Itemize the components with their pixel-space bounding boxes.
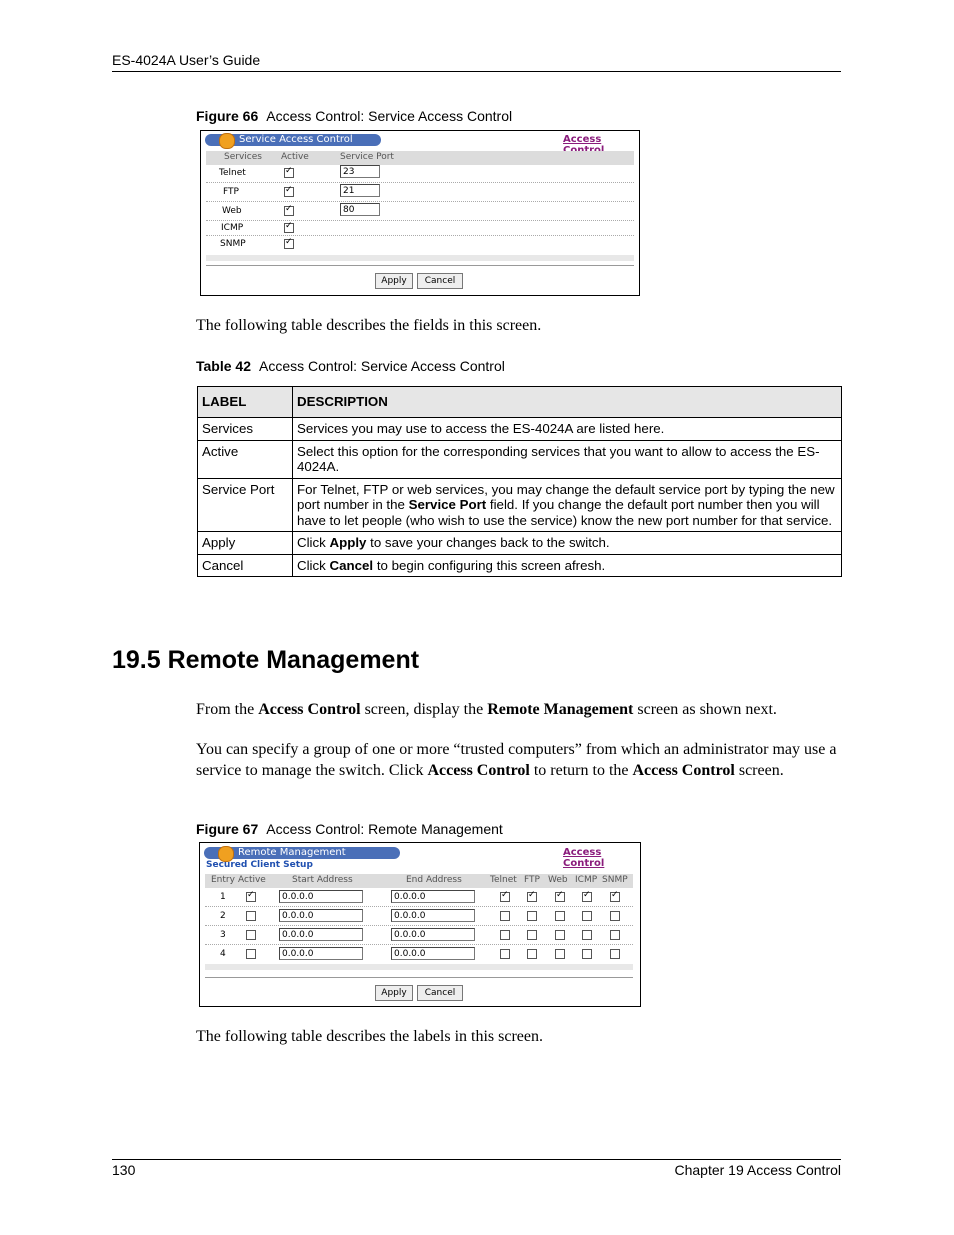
row-description bbox=[293, 532, 842, 555]
snmp-checkbox[interactable] bbox=[610, 892, 620, 902]
ftp-checkbox[interactable] bbox=[527, 911, 537, 921]
row-description bbox=[293, 554, 842, 577]
col-services: Services bbox=[224, 152, 262, 162]
telnet-checkbox[interactable] bbox=[500, 930, 510, 940]
row-divider bbox=[206, 235, 634, 236]
table-row bbox=[198, 440, 842, 478]
row-divider bbox=[206, 182, 634, 183]
figure-67-caption bbox=[196, 821, 503, 837]
text-run: You can specify a group of one or more “trusted computers” from which an administrator may use a service to manage the switch. Click bbox=[196, 741, 837, 779]
active-checkbox[interactable] bbox=[246, 892, 256, 902]
active-checkbox-web[interactable] bbox=[284, 206, 294, 216]
row-label: Apply bbox=[198, 532, 293, 555]
text-run: For Telnet, FTP or web services, you may change the default service port by typing the new port number in the bbox=[297, 481, 835, 512]
table-42 bbox=[197, 386, 842, 577]
entry-number: 1 bbox=[220, 892, 226, 902]
col-service-port: Service Port bbox=[340, 152, 394, 162]
figure-66-label: Figure 66 bbox=[196, 108, 259, 124]
text-run: screen, display the bbox=[360, 701, 488, 718]
figure-67-label: Figure 67 bbox=[196, 821, 259, 837]
start-address-input[interactable]: 0.0.0.0 bbox=[279, 947, 363, 960]
bold-term: Access Control bbox=[632, 761, 735, 779]
col-entry: Entry bbox=[211, 875, 235, 885]
service-access-control-screenshot bbox=[200, 130, 640, 296]
text-run: to save your changes back to the switch. bbox=[366, 535, 610, 550]
apply-button[interactable]: Apply bbox=[375, 273, 413, 289]
cancel-button[interactable]: Cancel bbox=[417, 985, 463, 1001]
text-run: to begin configuring this screen afresh. bbox=[373, 557, 606, 573]
snmp-checkbox[interactable] bbox=[610, 930, 620, 940]
bold-term: Cancel bbox=[329, 557, 374, 573]
bold-term: Service Port bbox=[408, 497, 487, 512]
end-address-input[interactable]: 0.0.0.0 bbox=[391, 947, 475, 960]
telnet-checkbox[interactable] bbox=[500, 892, 510, 902]
chapter-title: Chapter 19 Access Control bbox=[674, 1162, 841, 1178]
active-checkbox[interactable] bbox=[246, 930, 256, 940]
footer-rule bbox=[112, 1159, 841, 1160]
text-run: From the bbox=[196, 701, 259, 718]
col-label: LABEL bbox=[198, 387, 293, 418]
separator bbox=[205, 977, 633, 978]
table-42-label: Table 42 bbox=[196, 358, 251, 374]
entry-number: 3 bbox=[220, 930, 226, 940]
running-header: ES-4024A User’s Guide bbox=[112, 52, 261, 68]
telnet-checkbox[interactable] bbox=[500, 911, 510, 921]
row-divider bbox=[205, 906, 633, 907]
row-description bbox=[293, 418, 842, 441]
bold-term: Access Control bbox=[258, 701, 361, 718]
intro-paragraph-1: The following table describes the fields in this screen. bbox=[196, 317, 542, 334]
text-run: screen as shown next. bbox=[633, 701, 777, 718]
entry-number: 4 bbox=[220, 949, 226, 959]
start-address-input[interactable]: 0.0.0.0 bbox=[279, 890, 363, 903]
secured-client-setup-title: Secured Client Setup bbox=[206, 860, 313, 870]
row-divider bbox=[206, 201, 634, 202]
paragraph-trusted-computers bbox=[196, 740, 841, 781]
bold-term: Remote Management bbox=[487, 701, 634, 718]
table-row bbox=[198, 418, 842, 441]
snmp-checkbox[interactable] bbox=[610, 911, 620, 921]
service-snmp: SNMP bbox=[220, 239, 246, 249]
row-label: Services bbox=[198, 418, 293, 441]
figure-67-title: Access Control: Remote Management bbox=[266, 821, 503, 837]
title-bullet-icon bbox=[219, 133, 235, 149]
port-input-telnet[interactable]: 23 bbox=[340, 165, 380, 178]
col-icmp: ICMP bbox=[575, 875, 598, 885]
web-checkbox[interactable] bbox=[555, 930, 565, 940]
col-description: DESCRIPTION bbox=[293, 387, 842, 418]
table-42-title: Access Control: Service Access Control bbox=[259, 358, 505, 374]
icmp-checkbox[interactable] bbox=[582, 892, 592, 902]
figure-66-caption bbox=[196, 108, 512, 124]
col-ftp: FTP bbox=[524, 875, 540, 885]
end-address-input[interactable]: 0.0.0.0 bbox=[391, 909, 475, 922]
service-ftp: FTP bbox=[223, 187, 239, 197]
row-divider bbox=[205, 925, 633, 926]
web-checkbox[interactable] bbox=[555, 911, 565, 921]
end-address-input[interactable]: 0.0.0.0 bbox=[391, 928, 475, 941]
separator bbox=[206, 265, 634, 266]
ftp-checkbox[interactable] bbox=[527, 930, 537, 940]
bold-term: Apply bbox=[329, 535, 367, 550]
section-heading: 19.5 Remote Management bbox=[112, 646, 420, 674]
col-telnet: Telnet bbox=[490, 875, 517, 885]
active-checkbox[interactable] bbox=[246, 949, 256, 959]
service-telnet: Telnet bbox=[219, 168, 246, 178]
col-active: Active bbox=[281, 152, 309, 162]
col-end-address: End Address bbox=[406, 875, 462, 885]
table-footer-band bbox=[205, 964, 633, 970]
row-label: Active bbox=[198, 440, 293, 478]
screen-title: Remote Management bbox=[238, 847, 346, 858]
snmp-checkbox[interactable] bbox=[610, 949, 620, 959]
start-address-input[interactable]: 0.0.0.0 bbox=[279, 928, 363, 941]
end-address-input[interactable]: 0.0.0.0 bbox=[391, 890, 475, 903]
table-row bbox=[198, 478, 842, 532]
table-42-caption bbox=[196, 358, 505, 374]
web-checkbox[interactable] bbox=[555, 949, 565, 959]
text-run: to return to the bbox=[529, 761, 633, 779]
start-address-input[interactable]: 0.0.0.0 bbox=[279, 909, 363, 922]
col-web: Web bbox=[548, 875, 568, 885]
text-run: Click bbox=[297, 535, 330, 550]
col-start-address: Start Address bbox=[292, 875, 353, 885]
web-checkbox[interactable] bbox=[555, 892, 565, 902]
ftp-checkbox[interactable] bbox=[527, 949, 537, 959]
remote-management-screenshot bbox=[199, 842, 641, 1007]
text-run: Click bbox=[297, 557, 330, 573]
icmp-checkbox[interactable] bbox=[582, 930, 592, 940]
col-snmp: SNMP bbox=[602, 875, 628, 885]
text-run: field. If you change the default port number then you will have to let people (who wish to use the service) know the new port number for that service. bbox=[297, 497, 833, 528]
active-checkbox[interactable] bbox=[246, 911, 256, 921]
row-divider bbox=[206, 220, 634, 221]
service-web: Web bbox=[222, 206, 242, 216]
port-input-web[interactable]: 80 bbox=[340, 203, 380, 216]
col-active: Active bbox=[238, 875, 266, 885]
active-checkbox-ftp[interactable] bbox=[284, 187, 294, 197]
row-description bbox=[293, 478, 842, 532]
port-input-ftp[interactable]: 21 bbox=[340, 184, 380, 197]
figure-66-title: Access Control: Service Access Control bbox=[266, 108, 513, 124]
service-icmp: ICMP bbox=[221, 223, 244, 233]
bold-term: Access Control bbox=[427, 761, 530, 779]
paragraph-display-screen bbox=[196, 700, 841, 721]
icmp-checkbox[interactable] bbox=[582, 911, 592, 921]
cancel-button[interactable]: Cancel bbox=[417, 273, 463, 289]
table-footer-band bbox=[206, 255, 634, 261]
intro-paragraph-2: The following table describes the labels in this screen. bbox=[196, 1028, 544, 1045]
access-control-link[interactable]: Access Control bbox=[563, 847, 605, 869]
table-header-row bbox=[206, 151, 634, 165]
row-divider bbox=[205, 944, 633, 945]
row-label: Service Port bbox=[198, 478, 293, 532]
active-checkbox-icmp[interactable] bbox=[284, 223, 294, 233]
icmp-checkbox[interactable] bbox=[582, 949, 592, 959]
row-description bbox=[293, 440, 842, 478]
active-checkbox-telnet[interactable] bbox=[284, 168, 294, 178]
header-rule bbox=[112, 71, 841, 72]
page-number: 130 bbox=[112, 1162, 136, 1178]
text-run: Services you may use to access the ES-4024A are listed here. bbox=[297, 421, 665, 436]
entry-number: 2 bbox=[220, 911, 226, 921]
screen-title: Service Access Control bbox=[239, 134, 353, 145]
apply-button[interactable]: Apply bbox=[375, 985, 413, 1001]
row-label: Cancel bbox=[198, 554, 293, 577]
text-run: screen. bbox=[734, 761, 784, 779]
access-control-link[interactable]: Access bbox=[563, 134, 602, 145]
table-row bbox=[198, 532, 842, 555]
text-run: Select this option for the corresponding services that you want to allow to access the ES-4024A. bbox=[297, 443, 820, 474]
active-checkbox-snmp[interactable] bbox=[284, 239, 294, 249]
ftp-checkbox[interactable] bbox=[527, 892, 537, 902]
table-header-row bbox=[198, 387, 842, 418]
telnet-checkbox[interactable] bbox=[500, 949, 510, 959]
table-row bbox=[198, 554, 842, 577]
